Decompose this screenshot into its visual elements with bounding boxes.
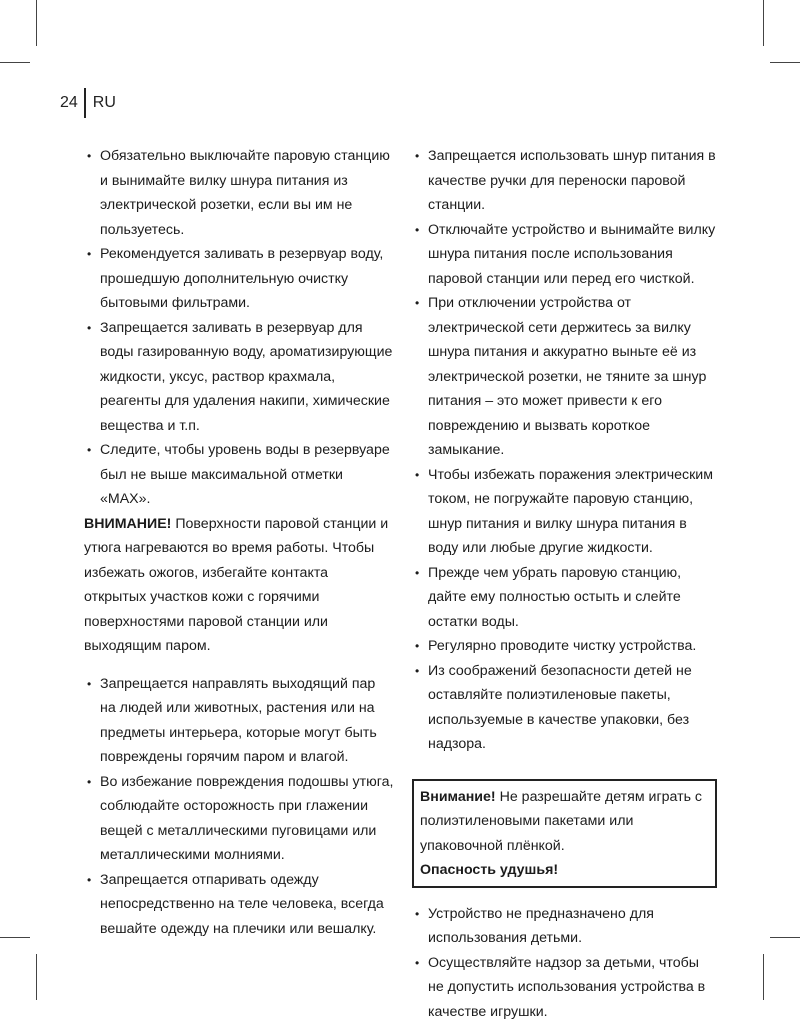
bullet-list [412,902,717,1024]
header-divider [84,88,86,118]
list-item: • Запрещается заливать в резервуар для воды газированную воду, ароматизирующие жидкости, уксус, раствор крахмала, реагенты для удаления накипи, химические вещества и т.п. [84,316,394,439]
list-item: • Следите, чтобы уровень воды в резервуаре был не выше максимальной отметки «MAX». [84,438,394,512]
list-item: • Из соображений безопасности детей не оставляйте полиэтиленовые пакеты, используемые в качестве упаковки, без надзора. [412,659,717,757]
warning-box [412,779,717,888]
danger-label: Опасность удушья! [420,862,558,878]
bullet-list [84,672,394,942]
list-item: • Запрещается отпаривать одежду непосредственно на теле человека, всегда вешайте одежду на плечики или вешалку. [84,868,394,942]
list-item: • Во избежание повреждения подошвы утюга, соблюдайте осторожность при глажении вещей с металлическими пуговицами или металлическими молниями. [84,770,394,868]
notice-paragraph [420,785,709,859]
page-header [60,88,116,118]
list-item: • Чтобы избежать поражения электрическим током, не погружайте паровую станцию, шнур питания и вилку шнура питания в воду или любые другие жидкости. [412,463,717,561]
right-column [412,144,717,1024]
danger-line [420,858,709,883]
page-number: 24 [60,94,84,112]
crop-mark [0,62,30,63]
list-item: • Регулярно проводите чистку устройства. [412,634,717,659]
language-code: RU [93,94,116,112]
list-item: • Обязательно выключайте паровую станцию и вынимайте вилку шнура питания из электрической розетки, если вы им не пользуетесь. [84,144,394,242]
list-item: • Рекомендуется заливать в резервуар воду, прошедшую дополнительную очистку бытовыми фильтрами. [84,242,394,316]
crop-mark [763,0,764,46]
list-item: • Запрещается направлять выходящий пар на людей или животных, растения или на предметы интерьера, которые могут быть повреждены горячим паром и влагой. [84,672,394,770]
notice-label: Внимание! [420,789,496,805]
warning-text: Поверхности паровой станции и утюга нагреваются во время работы. Чтобы избежать ожогов, избегайте контакта открытых участков кожи с горячими поверхностями паровой станции или выходящим паром. [84,516,388,655]
crop-mark [770,62,800,63]
crop-mark [763,954,764,1000]
list-item: • Осуществляйте надзор за детьми, чтобы не допустить использования устройства в качестве игрушки. [412,951,717,1024]
warning-label: ВНИМАНИЕ! [84,516,171,532]
list-item: • Устройство не предназначено для использования детьми. [412,902,717,951]
list-item: • При отключении устройства от электрической сети держитесь за вилку шнура питания и аккуратно выньте её из электрической розетки, не тяните за шнур питания – это может привести к его повреждению и вызвать короткое замыкание. [412,291,717,463]
crop-mark [36,0,37,46]
crop-mark [0,937,30,938]
left-column [84,144,394,941]
crop-mark [770,937,800,938]
crop-mark [36,954,37,1000]
notice-text: Не разрешайте детям играть с полиэтиленовыми пакетами или упаковочной плёнкой. [420,789,702,854]
warning-paragraph [84,512,394,659]
bullet-list [84,144,394,512]
list-item: • Отключайте устройство и вынимайте вилку шнура питания после использования паровой станции или перед его чисткой. [412,218,717,292]
list-item: • Прежде чем убрать паровую станцию, дайте ему полностью остыть и слейте остатки воды. [412,561,717,635]
list-item: • Запрещается использовать шнур питания в качестве ручки для переноски паровой станции. [412,144,717,218]
bullet-list [412,144,717,757]
